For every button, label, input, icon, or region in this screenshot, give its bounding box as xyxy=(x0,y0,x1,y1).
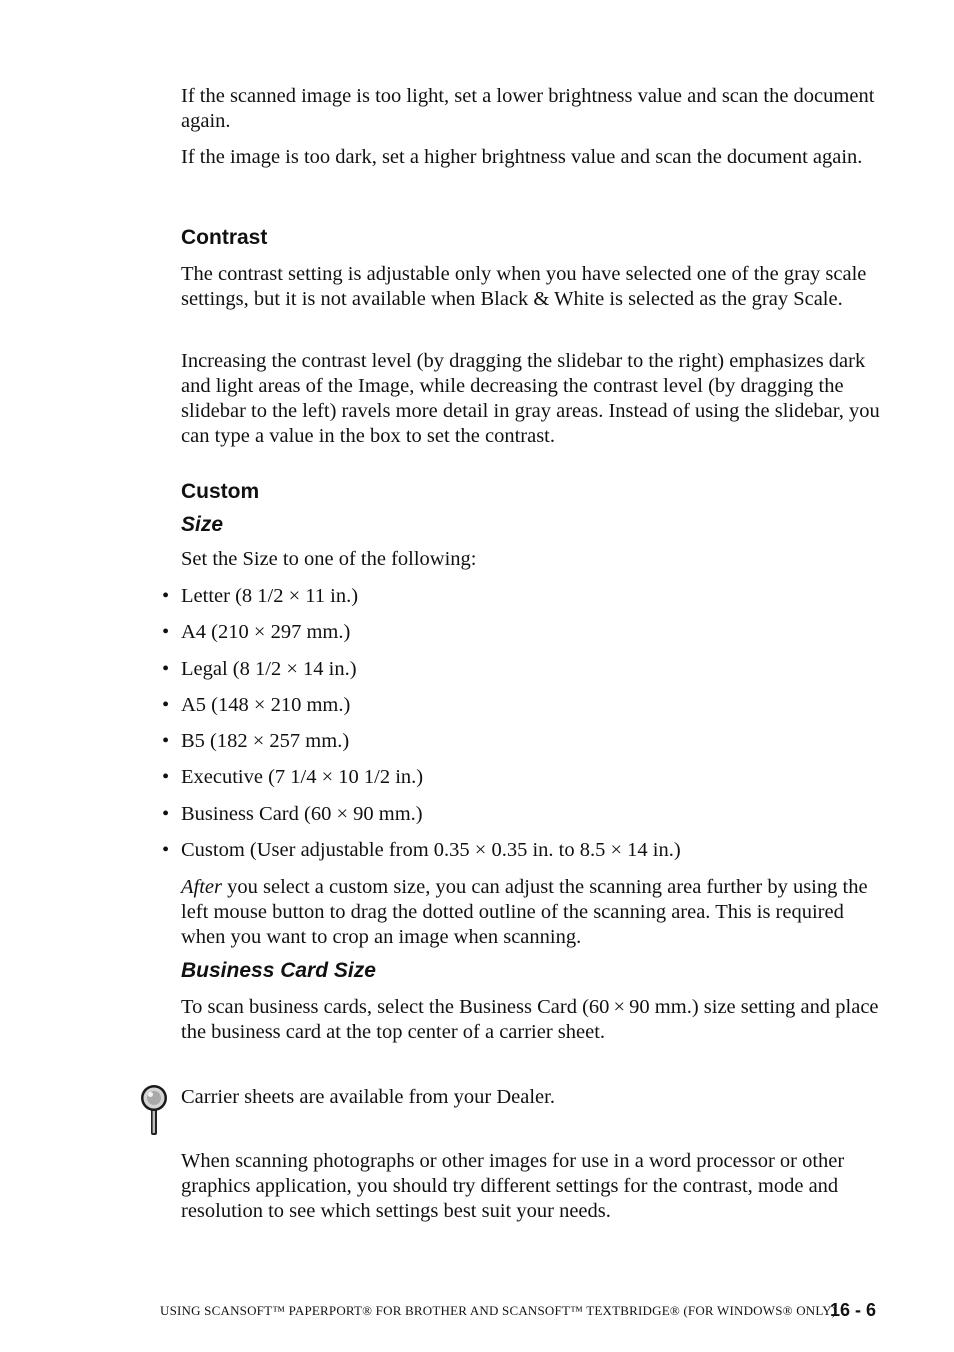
list-item-text: A5 (148 × 210 mm.) xyxy=(181,694,351,716)
closing-paragraph: When scanning photographs or other images for use in a word processor or other graphics application, you should try different settings for the contrast, mode and resolution to see which settings best suit your needs. xyxy=(181,1150,845,1222)
footer-title: USING SCANSOFT™ PAPERPORT® FOR BROTHER AND SCANSOFT™ TEXTBRIDGE® (FOR WINDOWS® ONLY) xyxy=(160,1303,837,1318)
bullet: • xyxy=(162,585,170,607)
list-item-text: B5 (182 × 257 mm.) xyxy=(181,730,350,752)
business-card-paragraph: To scan business cards, select the Business Card (60 × 90 mm.) size setting and place the business card at the top center of a carrier sheet. xyxy=(181,996,879,1043)
list-item-text: A4 (210 × 297 mm.) xyxy=(181,621,351,643)
list-item xyxy=(162,838,681,863)
contrast-heading: Contrast xyxy=(181,226,268,249)
after-paragraph xyxy=(181,875,881,950)
custom-heading: Custom xyxy=(181,480,260,503)
bullet: • xyxy=(162,766,170,788)
list-item-text: Legal (8 1/2 × 14 in.) xyxy=(181,658,357,680)
contrast-paragraph-1: The contrast setting is adjustable only when you have selected one of the gray scale settings, but it is not available when Black & White is selected as the gray Scale. xyxy=(181,263,867,310)
list-item-text: Executive (7 1/4 × 10 1/2 in.) xyxy=(181,766,424,788)
after-paragraph-text: you select a custom size, you can adjust the scanning area further by using the left mouse button to drag the dotted outline of the scanning area. This is required when you want to crop an image when scanning. xyxy=(181,876,868,948)
list-item xyxy=(162,657,357,682)
brightness-dark-paragraph: If the image is too dark, set a higher brightness value and scan the document again. xyxy=(181,146,863,168)
list-item xyxy=(162,729,349,754)
magnifier-tip-icon xyxy=(139,1084,169,1136)
after-emphasis: After xyxy=(181,876,222,898)
page-footer xyxy=(160,1300,876,1322)
contrast-paragraph-2: Increasing the contrast level (by dragging the slidebar to the right) emphasizes dark and light areas of the Image, while decreasing the contrast level (by dragging the slidebar to the left) ravels more detail in gray areas. Instead of using the slidebar, you can type a value in the box to set the contrast. xyxy=(181,350,880,447)
list-item xyxy=(162,802,423,827)
bullet: • xyxy=(162,658,170,680)
size-intro-paragraph: Set the Size to one of the following: xyxy=(181,548,477,570)
list-item xyxy=(162,693,350,718)
bullet: • xyxy=(162,730,170,752)
list-item-text: Letter (8 1/2 × 11 in.) xyxy=(181,585,359,607)
bullet: • xyxy=(162,803,170,825)
page-number: 16 - 6 xyxy=(829,1300,876,1320)
business-card-size-heading: Business Card Size xyxy=(181,959,376,982)
bullet: • xyxy=(162,694,170,716)
list-item-text: Business Card (60 × 90 mm.) xyxy=(181,803,423,825)
list-item xyxy=(162,620,350,645)
tip-paragraph: Carrier sheets are available from your Dealer. xyxy=(181,1086,555,1108)
list-item-text: Custom (User adjustable from 0.35 × 0.35 in. to 8.5 × 14 in.) xyxy=(181,839,681,861)
bullet: • xyxy=(162,621,170,643)
size-heading: Size xyxy=(181,513,224,536)
brightness-light-paragraph: If the scanned image is too light, set a lower brightness value and scan the document again. xyxy=(181,85,875,132)
bullet: • xyxy=(162,839,170,861)
list-item xyxy=(162,584,358,609)
list-item xyxy=(162,765,423,790)
